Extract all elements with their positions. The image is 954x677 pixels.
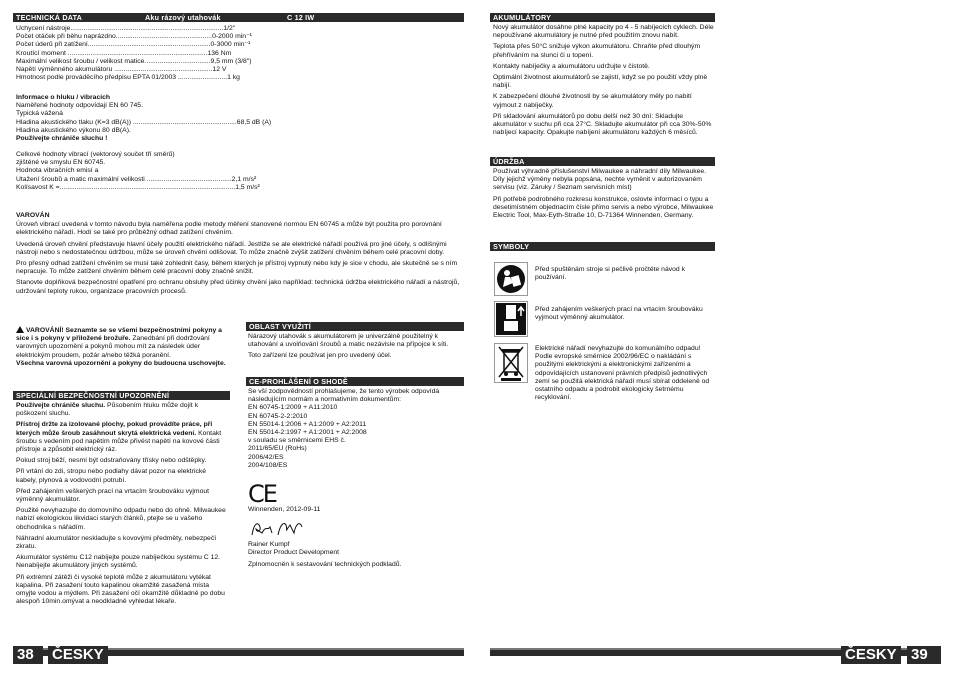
battery-para: Kontakty nabíječky a akumulátoru udržujte v čistotě. xyxy=(493,62,650,70)
noise-line: Typická vážená xyxy=(16,110,63,118)
ce-line: Se vší zodpovědností prohlašujeme, že tento výrobek odpovídá následujícím normám a normativním dokumentům: xyxy=(248,388,440,404)
spec-list xyxy=(16,25,336,82)
signature-image xyxy=(248,517,318,539)
ce-section xyxy=(248,388,460,470)
page-language: ČESKY xyxy=(841,646,901,664)
tech-data-header xyxy=(13,13,464,22)
tech-data-title: TECHNICKÁ DATA xyxy=(16,13,83,22)
varovani-para: Uvedená úroveň chvění představuje hlavní účely použití elektrického nářadí. Jestliže se ale elektrické nářadí používá pro jiné účely, s odlišnými nástroji nebo s nedostatečnou údržbou, může se úroveň chvění odlišovat. To může značně zvýšit zatížení chvěním během celé pracovní doby. xyxy=(16,240,447,256)
page-number: 39 xyxy=(907,646,941,664)
safety-warning-bold: VAROVÁNÍ! Seznamte se se všemi bezpečnostními pokyny a sice i s pokyny v přiložené brožuře. xyxy=(16,327,222,343)
symbol-text: Před zahájením veškerých prací na vrtacím šroubováku vyjmout výměnný akumulátor. xyxy=(535,306,703,322)
vib-line: Utažení šroubů a matic maximální velikosti .............................................2,1 m/s² xyxy=(16,175,257,183)
ce-header: CE-PROHLÁŠENÍ O SHODĚ xyxy=(246,377,464,386)
special-para: Náhradní akumulátor neskladujte s kovovými předměty, nebezpečí zkratu. xyxy=(16,534,217,551)
ce-line: EN 60745-2-2:2010 xyxy=(248,412,308,420)
battery-para: Optimální životnost akumulátorů se zajistí, když se po použití vždy plně nabijí. xyxy=(493,74,708,90)
battery-section xyxy=(493,24,715,140)
noise-line: Hladina akustického tlaku (K=3 dB(A)) .......................................................68,5 dB (A) xyxy=(16,118,272,126)
safety-keep: Všechna varovná upozornění a pokyny do budoucna uschovejte. xyxy=(16,359,226,367)
remove-battery-icon xyxy=(494,301,528,337)
special-para: Přístroj držte za izolované plochy, pokud provádíte práce, při kterých může šroub zasáhnout skrytá elektrická vedení. Kontakt šroubu s vedením pod napětím může přivést napětí na kovové části přístroje a způsobit elektrický ráz. xyxy=(16,421,222,454)
usage-para: Nárazový utahovák s akumulátorem je univerzálně použitelný k utahování a uvolňování šroubů a matic nezávisle na přípojce k síti. xyxy=(248,333,449,349)
ce-line: EN 55014-2:1997 + A1:2001 + A2:2008 xyxy=(248,429,367,437)
ce-line: 2004/108/ES xyxy=(248,461,288,469)
varovani-para: Úroveň vibrací uvedená v tomto návodu byla naměřena podle metody měření stanovené normou EN 60745 a může být použita pro porovnání elektrického nářadí. Hodí se také pro průběžný odhad zatížení chvěním. xyxy=(16,221,442,237)
ce-role: Director Product Development xyxy=(248,549,340,557)
maintenance-header: ÚDRŽBA xyxy=(490,157,715,166)
special-para: Akumulátor systému C12 nabíjejte pouze nabíječkou systému C 12. Nenabíjejte akumulátory jiných systémů. xyxy=(16,554,221,570)
spec-row: Hmotnost podle prováděcího předpisu EPTA 01/2003 ..........................1 kg xyxy=(16,74,240,82)
page-number: 38 xyxy=(13,646,43,664)
battery-para: Teplota přes 50°C snižuje výkon akumulátoru. Chraňte před dlouhým přehříváním na slunci či u topení. xyxy=(493,43,701,59)
special-safety-header: SPECIÁLNÍ BEZPEČNOSTNÍ UPOZORNĚNÍ xyxy=(13,391,230,400)
ce-signatory xyxy=(248,541,460,570)
symbols-header: SYMBOLY xyxy=(490,242,715,251)
ce-auth: Zplnomocněn k sestavování technických podkladů. xyxy=(248,561,402,569)
vib-line: zjištěné ve smyslu EN 60745. xyxy=(16,159,106,167)
noise-warning: Používejte chrániče sluchu ! xyxy=(16,135,108,143)
usage-header: OBLAST VYUŽITÍ xyxy=(246,322,464,331)
varovani-para: Stanovte doplňková bezpečnostní opatření pro ochranu obsluhy před účinky chvění jako například: technická údržba elektrického nářadí a nástrojů, udržování teploty rukou, organizace pracovních procesů. xyxy=(16,279,460,295)
spec-row: Počet otáček při běhu naprázdno...................................................0-2000 min⁻¹ xyxy=(16,33,252,41)
vib-line: Kolísavost K =.............................................................................................1,5 m/s² xyxy=(16,183,260,191)
ce-line: EN 60745-1:2009 + A11:2010 xyxy=(248,404,338,412)
noise-title: Informace o hluku / vibracích xyxy=(16,94,111,101)
battery-para: Při skladování akumulátorů po dobu delší než 30 dní: Skladujte akumulátor v suchu při cca 27°C. Skladujte akumulátor při cca 30%-50% nabíjecí kapacity. Opakujte nabíjení akumulátoru každých 6 měsíců. xyxy=(493,112,712,137)
safety-warning-rest: Zanedbání při dodržování varovných upozornění a pokynů mohou mít za následek úder elektrickým proudem, požár a/nebo těžká poranění. xyxy=(16,335,210,359)
vib-line: Celkové hodnoty vibrací (vektorový součet tří směrů) xyxy=(16,151,175,158)
tech-data-model: C 12 IW xyxy=(287,13,315,22)
special-para: Používejte chrániče sluchu. Působením hluku může dojít k poškození sluchu. xyxy=(16,402,199,418)
usage-section xyxy=(248,333,460,364)
noise-line: Hladina akustického výkonu 80 dB(A). xyxy=(16,126,131,134)
spec-row: Kroutící moment ..........................................................................136 Nm xyxy=(16,49,232,57)
safety-warning-block xyxy=(16,326,228,371)
crossed-bin-icon xyxy=(494,343,528,383)
special-para: Před zahájením veškerých prací na vrtacím šroubováku vyjmout výměnný akumulátor. xyxy=(16,487,210,504)
vib-line: Hodnota vibračních emisí a xyxy=(16,167,99,175)
special-para: Při extrémní zátěži či vysoké teplotě může z akumulátoru vytékat kapalina. Při zasažení touto kapalinou okamžitě zasažená místa omyjte vodou a mýdlem. Při zasažení očí okamžitě důkladně po dobu alespoň 10min.omývat a neodkladně vyhledat lékaře. xyxy=(16,573,225,606)
special-para: Při vrtání do zdi, stropu nebo podlahy dávat pozor na elektrické kabely, plynová a vodovodní potrubí. xyxy=(16,468,207,484)
spec-row: Uchycení nástroje.................................................................................1/2" xyxy=(16,25,236,32)
right-page xyxy=(477,0,954,677)
vibration-section xyxy=(16,151,336,192)
varovani-section xyxy=(16,212,461,299)
symbol-text: Před spuštěnám stroje si pečlivě pročtěte návod k používání. xyxy=(535,266,685,282)
usage-para: Toto zařízení lze používat jen pro uvedený účel. xyxy=(248,352,392,360)
read-manual-icon xyxy=(494,262,528,296)
ce-mark-icon: CE xyxy=(248,480,276,508)
varovani-title: VAROVÁN xyxy=(16,212,50,219)
noise-line: Naměřené hodnoty odpovídají EN 60 745. xyxy=(16,102,143,110)
battery-para: Nový akumulátor dosáhne plné kapacity po 4 - 5 nabíjecích cyklech. Déle nepoužívané akumulátory je nutné před použitím znovu nabít. xyxy=(493,24,714,40)
maintenance-section xyxy=(493,168,715,223)
ce-line: 2011/65/EU (RoHs) xyxy=(248,445,307,453)
tech-data-subtitle: Aku rázový utahovák xyxy=(145,13,221,22)
maintenance-para: Používat výhradně příslušenství Milwaukee a náhradní díly Milwaukee. Díly jejichž výměny nebyla popsána, nechte vyměnit v autorizovaném servisu (viz. Záruky / Seznam servisních míst) xyxy=(493,168,707,192)
maintenance-para: Při potřebě podrobného rozkresu konstrukce, oslovte informací o typu a desetimístném objednacím čísle přímo servis a nebo výrobce, Milwaukee Electric Tool, Max-Eyth-Straße 10, D-71364 Winnenden, Germany. xyxy=(493,195,714,220)
spec-row: Napětí výměnného akumulátoru ....................................................12 V xyxy=(16,66,227,74)
special-para: Pokud stroj běží, nesmí být odstraňovány třísky nebo odštěpky. xyxy=(16,457,207,465)
ce-name: Rainer Kumpf xyxy=(248,541,290,548)
ce-line: 2006/42/ES xyxy=(248,453,284,461)
special-safety-list xyxy=(16,402,228,609)
battery-header: AKUMULÁTORY xyxy=(490,13,715,22)
noise-section xyxy=(16,94,336,143)
varovani-para: Pro přesný odhad zatížení chvěním se musí také zohlednit časy, během kterých je přístroj vypnutý nebo kdy je sice v chodu, ale skutečně se s ním nepracuje. To může zatížení chvěním během celé pracovní doby značně snížit. xyxy=(16,260,458,276)
ce-line: v souladu se směrnicemi EHS č. xyxy=(248,437,346,445)
spec-row: Maximální velikost šroubu / velikost matice...................................9,5 mm (3/8") xyxy=(16,57,252,65)
special-para: Použité nevyhazujte do domovního odpadu nebo do ohně. Milwaukee nabízí ekologickou likvidaci starých článků, ptejte se u vašeho obchodníka s nářadím. xyxy=(16,507,226,531)
page-language: ČESKY xyxy=(48,646,108,664)
battery-para: K zabezpečení dlouhé životnosti by se akumulátory měly po nabití vyjmout z nabíječky. xyxy=(493,93,692,109)
spec-row: Počet úderů při zatížení.................................................................0-3000 min⁻¹ xyxy=(16,41,251,49)
ce-line: EN 55014-1:2006 + A1:2009 + A2:2011 xyxy=(248,420,367,428)
warning-triangle-icon xyxy=(16,326,24,333)
symbol-text: Elektrické nářadí nevyhazujte do komunálního odpadu! Podle evropské směrnice 2002/96/EC o nakládání s použitými elektrickými a elektronickými zařízeními a odpovídajících ustanovení právních předpisů jednotlivých zemí se použitá elektrická nářadí musí sbírat oddeleně od ostatního odpadu a podrobit ekologicky šetrnému recyklování. xyxy=(535,345,710,402)
ce-date: Winnenden, 2012-09-11 xyxy=(248,506,321,513)
